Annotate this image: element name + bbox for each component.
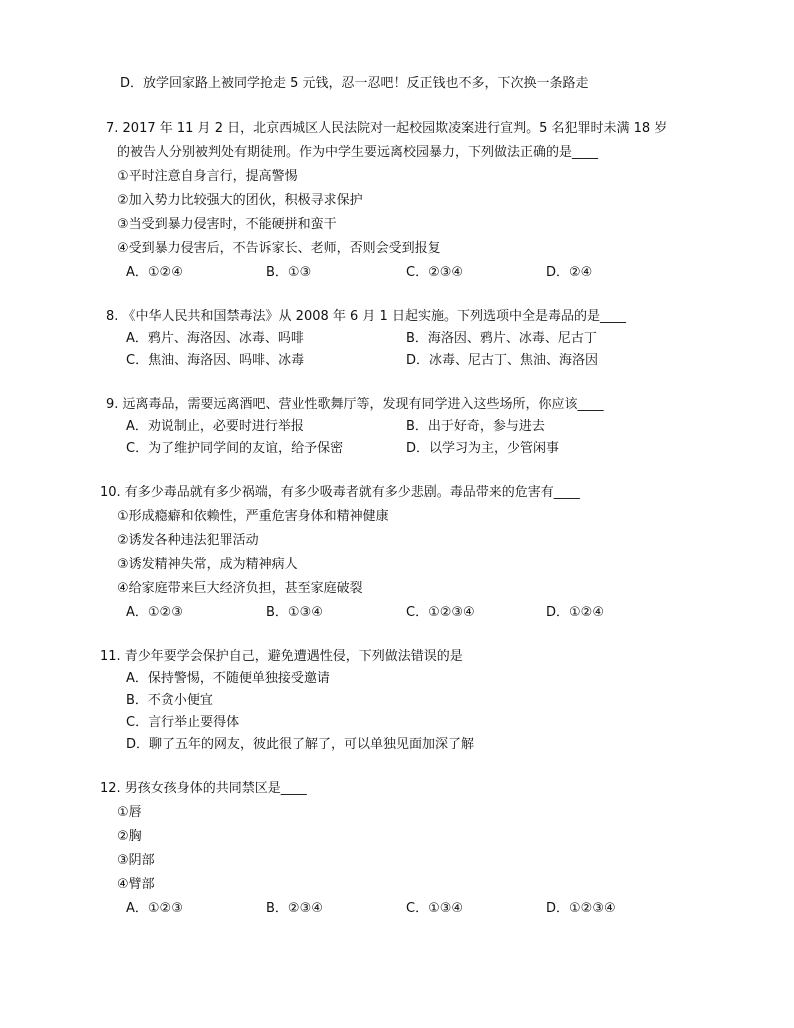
- q7-item-3: ③当受到暴力侵害时，不能硬拼和蛮干: [117, 217, 337, 232]
- q11-option-a: A．保持警惕，不随便单独接受邀请: [126, 671, 330, 686]
- q12-option-b: B．②③④: [266, 901, 323, 916]
- q12-item-2: ②胸: [117, 829, 142, 844]
- q10-option-a: A．①②③: [126, 605, 183, 620]
- q9-option-c: C．为了维护同学间的友谊，给予保密: [126, 441, 344, 456]
- q12-item-1: ①唇: [117, 805, 142, 820]
- q12-option-a: A．①②③: [126, 901, 183, 916]
- q8-option-c: C．焦油、海洛因、吗啡、冰毒: [126, 353, 305, 368]
- q9-option-b: B．出于好奇，参与进去: [406, 419, 545, 434]
- q12-item-3: ③阴部: [117, 853, 155, 868]
- q11-option-b: B．不贪小便宜: [126, 693, 213, 708]
- q9-stem: 9. 远离毒品，需要远离酒吧、营业性歌舞厅等，发现有同学进入这些场所，你应该____: [106, 397, 604, 412]
- q7-item-1: ①平时注意自身言行，提高警惕: [117, 169, 298, 184]
- q9-option-a: A．劝说制止，必要时进行举报: [126, 419, 304, 434]
- q12-stem: 12. 男孩女孩身体的共同禁区是____: [100, 781, 307, 796]
- q7-stem-line2: 的被告人分别被判处有期徒刑。作为中学生要远离校园暴力，下列做法正确的是____: [117, 145, 599, 160]
- q7-item-2: ②加入势力比较强大的团伙，积极寻求保护: [117, 193, 363, 208]
- q9-option-d: D．以学习为主，少管闲事: [406, 441, 560, 456]
- q11-option-c: C．言行举止要得体: [126, 715, 240, 730]
- q8-option-a: A．鸦片、海洛因、冰毒、吗啡: [126, 331, 304, 346]
- q8-option-d: D．冰毒、尼古丁、焦油、海洛因: [406, 353, 599, 368]
- q11-stem: 11. 青少年要学会保护自己，避免遭遇性侵，下列做法错误的是: [100, 649, 463, 664]
- q8-option-b: B．海洛因、鸦片、冰毒、尼古丁: [406, 331, 597, 346]
- q10-item-3: ③诱发精神失常，成为精神病人: [117, 557, 298, 572]
- q12-option-d: D．①②③④: [546, 901, 616, 916]
- q7-option-d: D．②④: [546, 265, 593, 280]
- q10-option-c: C．①②③④: [406, 605, 475, 620]
- q10-item-4: ④给家庭带来巨大经济负担，甚至家庭破裂: [117, 581, 363, 596]
- q10-item-1: ①形成瘾癖和依赖性，严重危害身体和精神健康: [117, 509, 389, 524]
- q7-item-4: ④受到暴力侵害后，不告诉家长、老师，否则会受到报复: [117, 241, 441, 256]
- q7-option-a: A．①②④: [126, 265, 183, 280]
- q6-option-d: D．放学回家路上被同学抢走 5 元钱，忍一忍吧！反正钱也不多，下次换一条路走: [120, 76, 589, 91]
- q7-option-c: C．②③④: [406, 265, 464, 280]
- q8-stem: 8. 《中华人民共和国禁毒法》从 2008 年 6 月 1 日起实施。下列选项中全是毒品的是____: [106, 309, 626, 324]
- q10-stem: 10. 有多少毒品就有多少祸端，有多少吸毒者就有多少悲剧。毒品带来的危害有____: [100, 485, 580, 500]
- q10-item-2: ②诱发各种违法犯罪活动: [117, 533, 259, 548]
- q7-option-b: B．①③: [266, 265, 312, 280]
- q10-option-b: B．①③④: [266, 605, 323, 620]
- q7-stem-line1: 7. 2017 年 11 月 2 日，北京西城区人民法院对一起校园欺凌案进行宣判。5 名犯罪时未满 18 岁: [106, 121, 668, 136]
- q10-option-d: D．①②④: [546, 605, 604, 620]
- q12-option-c: C．①③④: [406, 901, 464, 916]
- q11-option-d: D．聊了五年的网友，彼此很了解了，可以单独见面加深了解: [126, 737, 475, 752]
- q12-item-4: ④臂部: [117, 877, 155, 892]
